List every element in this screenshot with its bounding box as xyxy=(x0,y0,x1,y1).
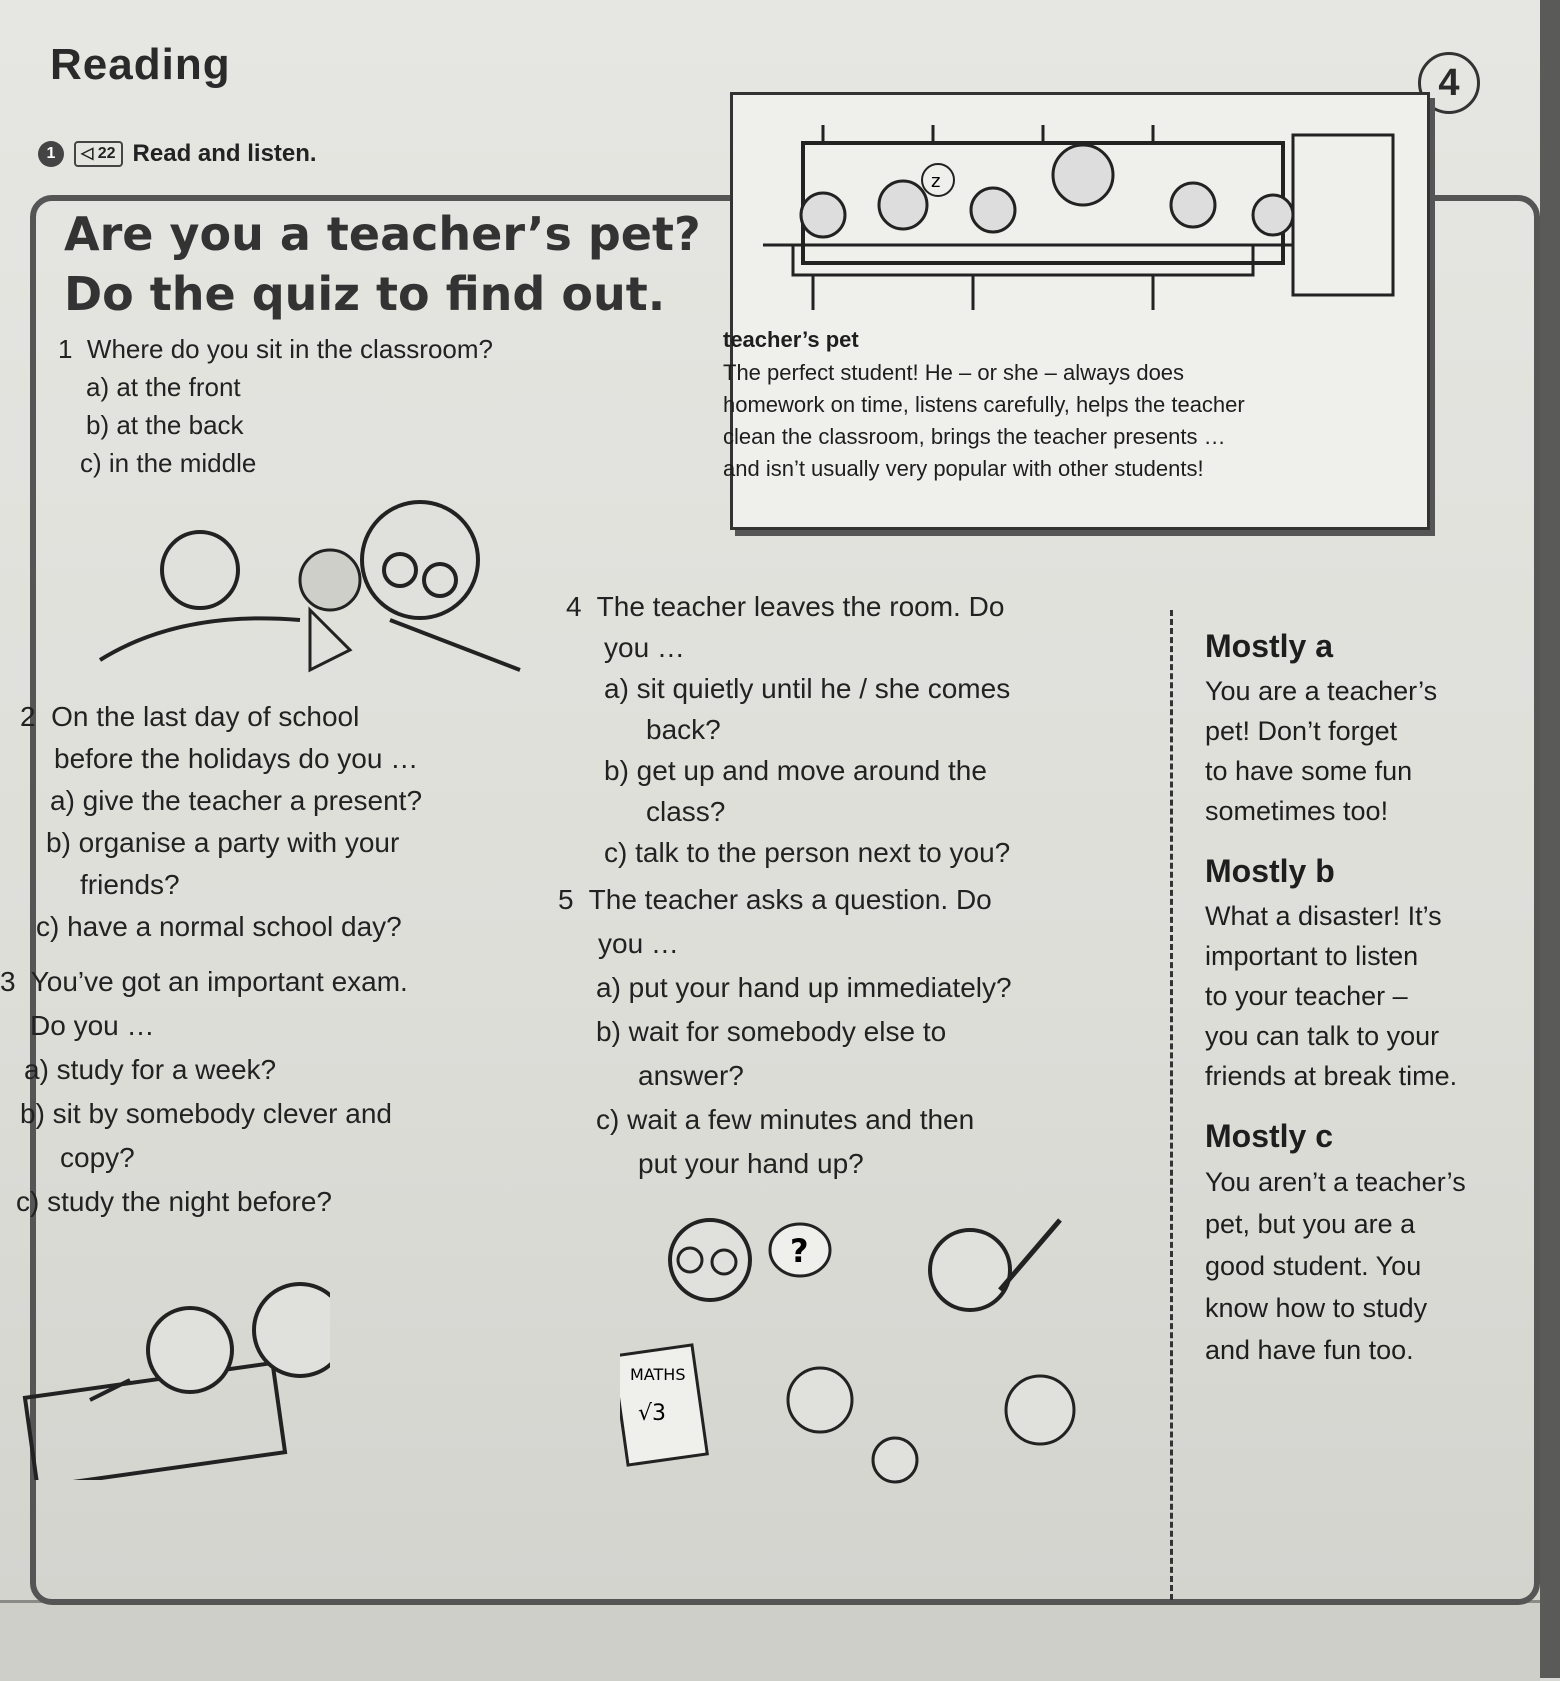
question-text xyxy=(0,960,408,1004)
option: a) sit quietly until he / she comes xyxy=(604,673,1011,704)
option: answer? xyxy=(638,1060,744,1091)
result-line: good student. You xyxy=(1205,1251,1422,1281)
present-illustration xyxy=(60,500,560,690)
result-line: to your teacher – xyxy=(1205,981,1408,1011)
quiz-title xyxy=(64,206,701,322)
audio-track-icon: ◁ 22 xyxy=(74,141,123,167)
result-line: pet! Don’t forget xyxy=(1205,716,1398,746)
classroom-illustration xyxy=(733,95,1433,315)
result-line: You aren’t a teacher’s xyxy=(1205,1167,1466,1197)
unit-number-badge: 4 xyxy=(1418,52,1480,114)
question-1 xyxy=(58,330,493,482)
question-text-content: you … xyxy=(598,928,679,959)
question-number: 1 xyxy=(58,334,73,364)
option: b) get up and move around the xyxy=(604,755,987,786)
question-3 xyxy=(0,960,408,1224)
question-text-content: The teacher leaves the room. Do xyxy=(596,591,1005,622)
task-instruction-row xyxy=(38,140,317,168)
option: a) study for a week? xyxy=(24,1054,277,1085)
question-number: 3 xyxy=(0,966,16,997)
question-text-content: You’ve got an important exam. xyxy=(30,966,408,997)
task-instruction: Read and listen. xyxy=(132,140,317,167)
question-4 xyxy=(566,586,1010,873)
definition-text xyxy=(723,357,1245,485)
option: a) at the front xyxy=(86,372,241,402)
zzz-text: z xyxy=(931,171,941,192)
question-5 xyxy=(558,878,1012,1186)
option: a) put your hand up immediately? xyxy=(596,972,1012,1003)
definition-line: homework on time, listens carefully, helps the teacher xyxy=(723,392,1245,417)
result-text xyxy=(1205,671,1535,831)
next-page-strip xyxy=(0,1600,1540,1681)
result-line: and have fun too. xyxy=(1205,1335,1414,1365)
option: c) talk to the person next to you? xyxy=(604,837,1011,868)
option: class? xyxy=(646,796,726,827)
option: back? xyxy=(646,714,721,745)
book-formula: √3 xyxy=(638,1401,667,1426)
question-2 xyxy=(20,696,422,948)
result-heading: Mostly b xyxy=(1205,853,1335,889)
task-number: 1 xyxy=(38,141,64,167)
question-text xyxy=(58,330,493,368)
definition-line: The perfect student! He – or she – always does xyxy=(723,360,1185,385)
result-line: friends at break time. xyxy=(1205,1061,1458,1091)
definition-term: teacher’s pet xyxy=(723,327,859,352)
question-text xyxy=(566,586,1010,627)
quiz-title-line: Do the quiz to find out. xyxy=(64,267,666,321)
result-b xyxy=(1205,853,1535,1096)
result-heading: Mostly a xyxy=(1205,628,1334,664)
results-divider xyxy=(1170,610,1173,1600)
option: b) organise a party with your xyxy=(46,827,400,858)
question-number: 5 xyxy=(558,884,574,915)
definition-line: clean the classroom, brings the teacher presents … xyxy=(723,424,1226,449)
option: a) give the teacher a present? xyxy=(50,785,423,816)
book-title: MATHS xyxy=(630,1365,686,1384)
option: b) at the back xyxy=(86,410,244,440)
option: b) wait for somebody else to xyxy=(596,1016,947,1047)
option: copy? xyxy=(60,1142,135,1173)
results-column xyxy=(1205,628,1535,1371)
result-line: important to listen xyxy=(1205,941,1419,971)
result-line: What a disaster! It’s xyxy=(1205,901,1442,931)
option: put your hand up? xyxy=(638,1148,864,1179)
classroom-question-illustration xyxy=(620,1210,1140,1510)
question-text-content: Where do you sit in the classroom? xyxy=(86,334,493,364)
question-text-content: Do you … xyxy=(30,1010,155,1041)
question-text xyxy=(20,696,422,738)
option: b) sit by somebody clever and xyxy=(20,1098,392,1129)
question-mark-bubble: ? xyxy=(790,1232,809,1270)
option: c) have a normal school day? xyxy=(36,911,402,942)
definition-box xyxy=(723,92,1430,530)
option: friends? xyxy=(80,869,180,900)
result-line: sometimes too! xyxy=(1205,796,1389,826)
option: c) study the night before? xyxy=(16,1186,332,1217)
audio-track-number: 22 xyxy=(97,145,116,162)
question-text-content: before the holidays do you … xyxy=(54,743,419,774)
section-heading: Reading xyxy=(50,40,231,89)
page-edge xyxy=(1540,0,1560,1678)
result-line: You are a teacher’s xyxy=(1205,676,1438,706)
result-c xyxy=(1205,1118,1535,1371)
question-text-content: you … xyxy=(604,632,685,663)
result-text xyxy=(1205,1161,1535,1371)
result-line: know how to study xyxy=(1205,1293,1428,1323)
option: c) wait a few minutes and then xyxy=(596,1104,975,1135)
question-text-content: The teacher asks a question. Do xyxy=(588,884,992,915)
result-line: you can talk to your xyxy=(1205,1021,1440,1051)
question-text xyxy=(558,878,1012,922)
exam-illustration xyxy=(10,1250,330,1480)
result-heading: Mostly c xyxy=(1205,1118,1334,1154)
result-line: pet, but you are a xyxy=(1205,1209,1416,1239)
option: c) in the middle xyxy=(80,448,257,478)
question-number: 2 xyxy=(20,701,36,732)
result-line: to have some fun xyxy=(1205,756,1413,786)
result-a xyxy=(1205,628,1535,831)
question-number: 4 xyxy=(566,591,582,622)
definition-line: and isn’t usually very popular with other students! xyxy=(723,456,1204,481)
question-text-content: On the last day of school xyxy=(51,701,360,732)
quiz-title-line: Are you a teacher’s pet? xyxy=(64,207,701,261)
result-text xyxy=(1205,896,1535,1096)
